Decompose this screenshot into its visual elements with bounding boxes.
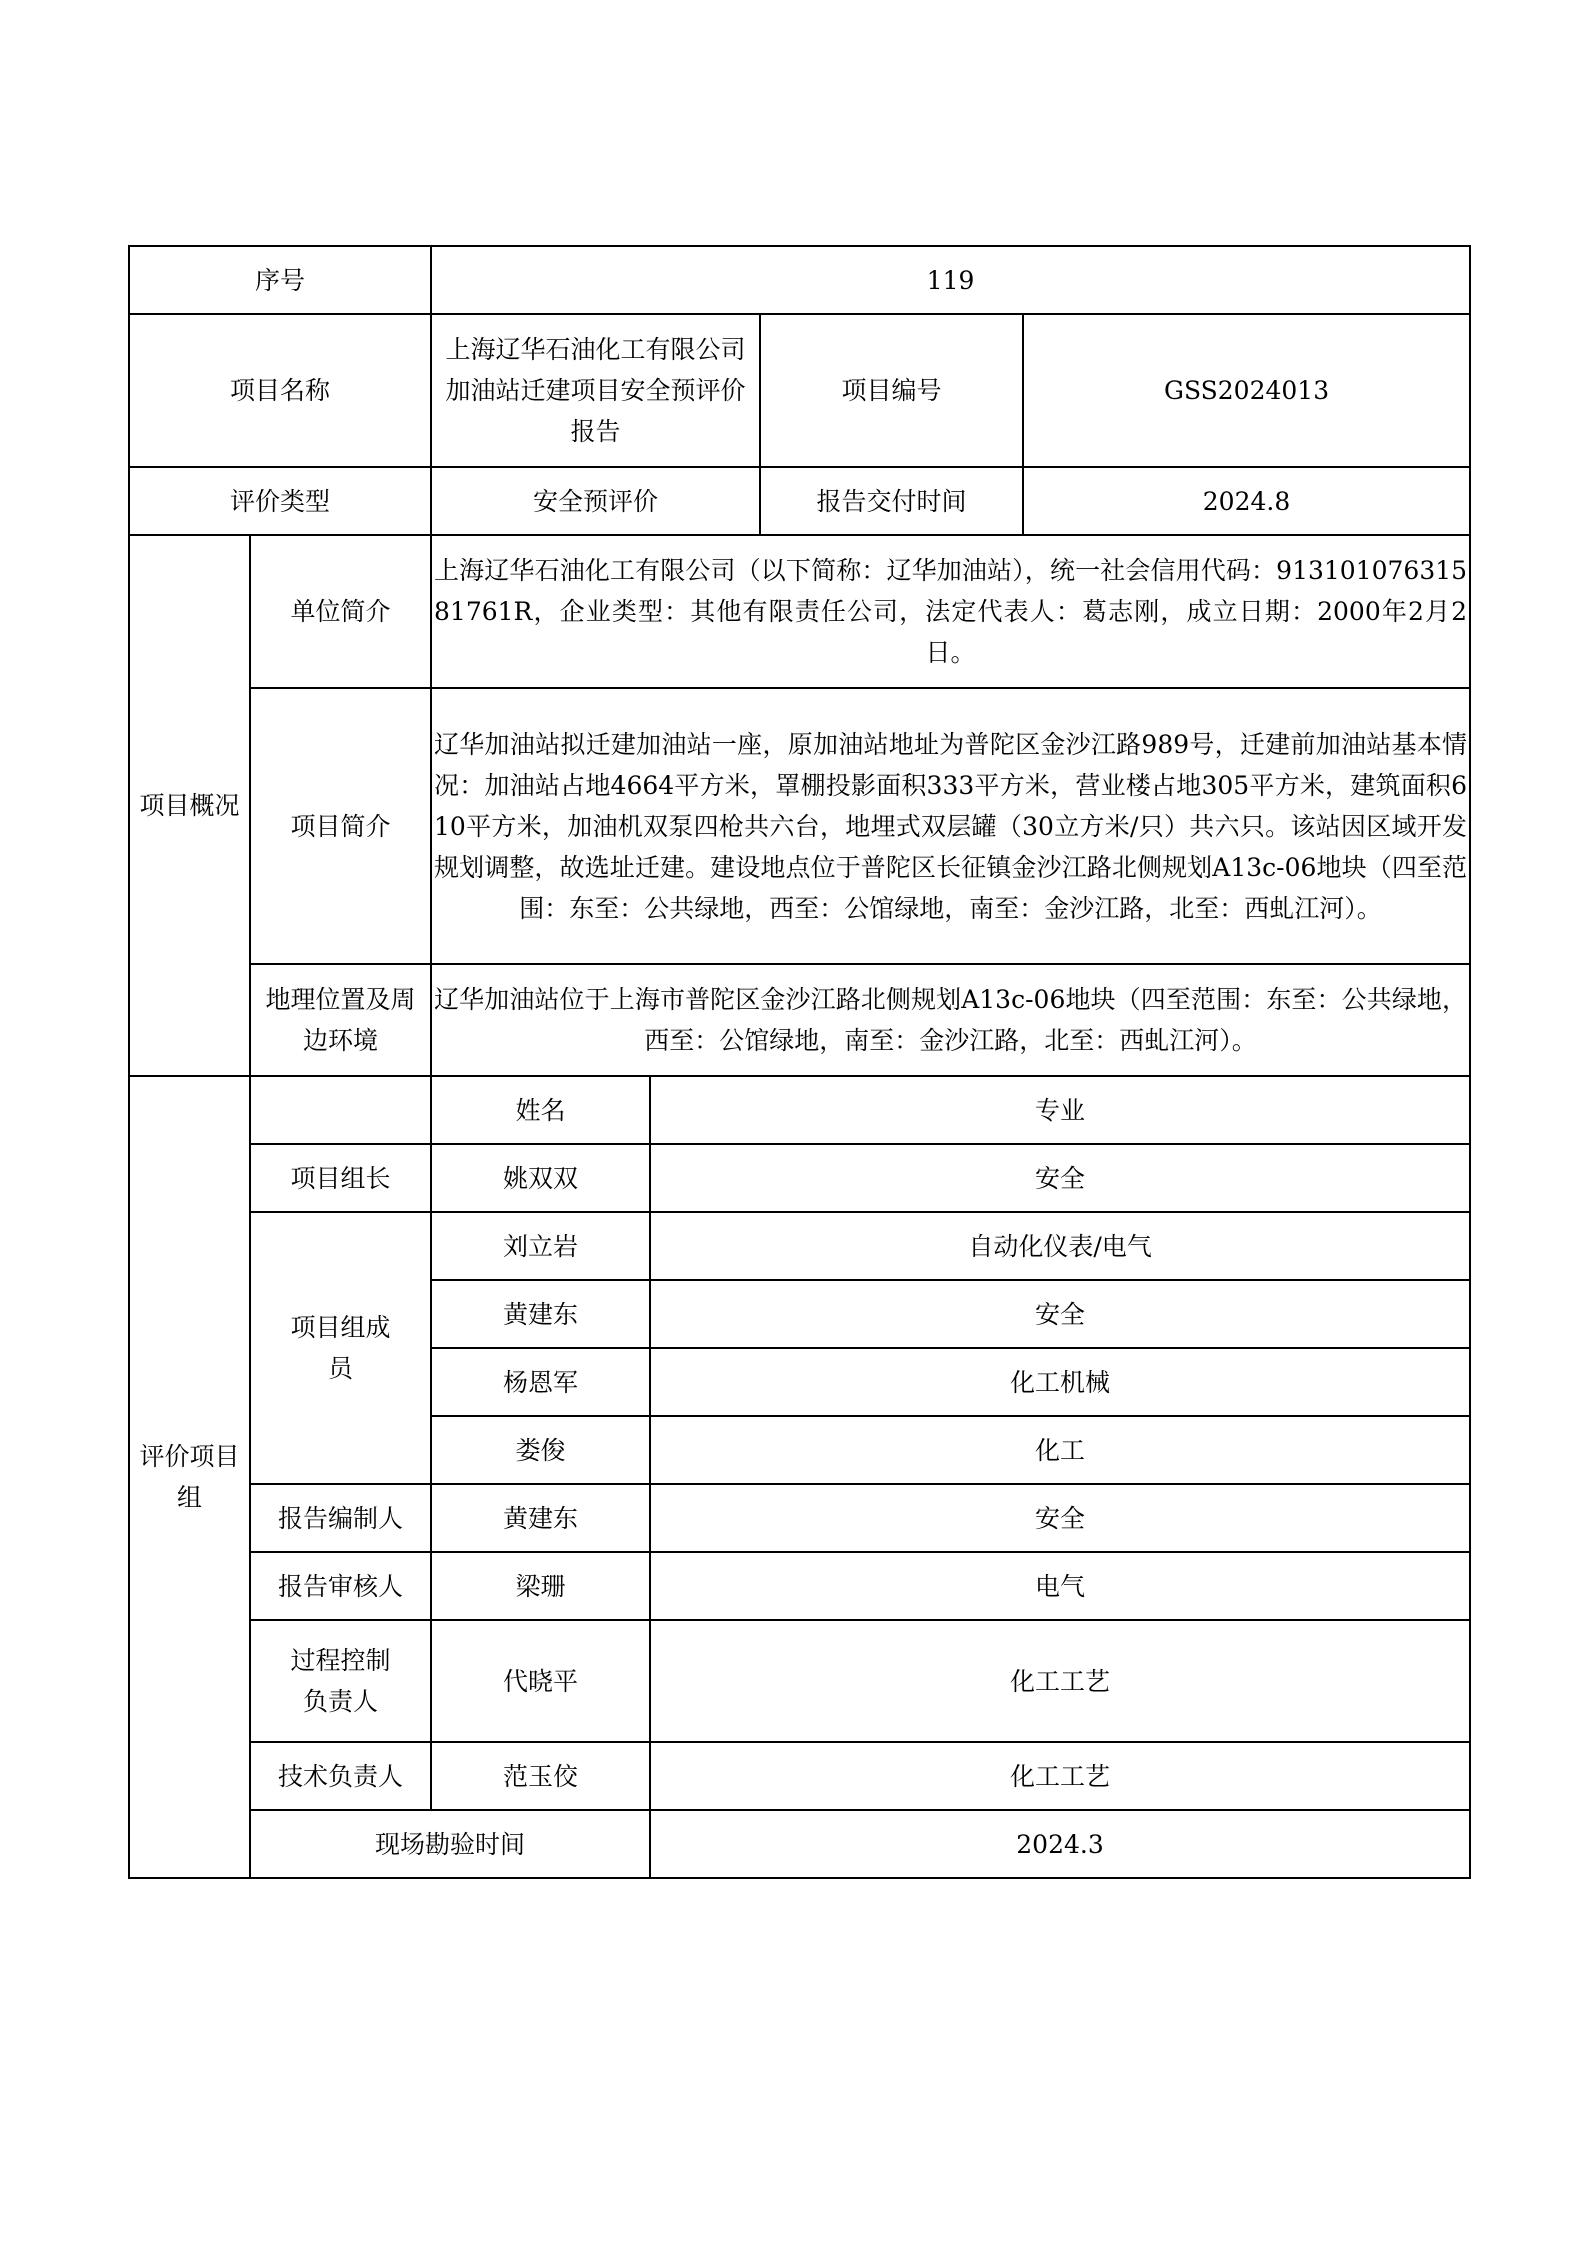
team-header-major: 专业 <box>650 1076 1470 1144</box>
member-major: 化工 <box>650 1416 1470 1484</box>
project-intro-label: 项目简介 <box>250 688 431 964</box>
reviewer-label: 报告审核人 <box>250 1552 431 1620</box>
delivery-time-label: 报告交付时间 <box>760 467 1023 535</box>
survey-time-value: 2024.3 <box>650 1810 1470 1878</box>
project-name-label: 项目名称 <box>129 314 431 467</box>
members-label <box>250 1212 431 1484</box>
row-project-name <box>129 314 1470 467</box>
project-intro-text <box>431 688 1470 964</box>
location-paragraph: 辽华加油站位于上海市普陀区金沙江路北侧规划A13c-06地块（四至范围：东至：公共绿地，西至：公馆绿地，南至：金沙江路，北至：西虬江河）。 <box>434 985 1468 1055</box>
survey-time-label: 现场勘验时间 <box>250 1810 650 1878</box>
process-control-major: 化工工艺 <box>650 1620 1470 1742</box>
row-process-control <box>129 1620 1470 1742</box>
eval-type-label: 评价类型 <box>129 467 431 535</box>
member-major: 自动化仪表/电气 <box>650 1212 1470 1280</box>
row-compiler <box>129 1484 1470 1552</box>
row-reviewer <box>129 1552 1470 1620</box>
project-intro-paragraph: 辽华加油站拟迁建加油站一座，原加油站地址为普陀区金沙江路989号，迁建前加油站基本情况：加油站占地4664平方米，罩棚投影面积333平方米，营业楼占地305平方米，建筑面积610平方米，加油机双泵四枪共六台，地埋式双层罐（30立方米/只）共六只。该站因区域开发规划调整，故选址迁建。建设地点位于普陀区长征镇金沙江路北侧规划A13c-06地块（四至范围：东至：公共绿地，西至：公馆绿地，南至：金沙江路，北至：西虬江河）。 <box>434 729 1468 923</box>
compiler-label: 报告编制人 <box>250 1484 431 1552</box>
seq-label: 序号 <box>129 246 431 314</box>
reviewer-name: 梁珊 <box>431 1552 650 1620</box>
tech-lead-label: 技术负责人 <box>250 1742 431 1810</box>
leader-name: 姚双双 <box>431 1144 650 1212</box>
project-name-value: 上海辽华石油化工有限公司加油站迁建项目安全预评价报告 <box>431 314 760 467</box>
team-header-blank <box>250 1076 431 1144</box>
team-group-label: 评价项目组 <box>129 1076 250 1878</box>
leader-label: 项目组长 <box>250 1144 431 1212</box>
row-location <box>129 964 1470 1076</box>
row-unit-intro <box>129 535 1470 688</box>
unit-intro-paragraph: 上海辽华石油化工有限公司（以下简称：辽华加油站），统一社会信用代码：91310107631581761R，企业类型：其他有限责任公司，法定代表人：葛志刚，成立日期：2000年2月2日。 <box>434 556 1468 667</box>
location-label: 地理位置及周边环境 <box>250 964 431 1076</box>
seq-value: 119 <box>431 246 1470 314</box>
leader-major: 安全 <box>650 1144 1470 1212</box>
row-team-member <box>129 1212 1470 1280</box>
member-name: 黄建东 <box>431 1280 650 1348</box>
member-major: 安全 <box>650 1280 1470 1348</box>
row-tech-lead <box>129 1742 1470 1810</box>
process-control-label-text: 过程控制负责人 <box>290 1646 391 1716</box>
row-eval-type <box>129 467 1470 535</box>
process-control-name: 代晓平 <box>431 1620 650 1742</box>
member-name: 娄俊 <box>431 1416 650 1484</box>
process-control-label <box>250 1620 431 1742</box>
project-no-label: 项目编号 <box>760 314 1023 467</box>
row-project-intro <box>129 688 1470 964</box>
row-team-header <box>129 1076 1470 1144</box>
unit-intro-text <box>431 535 1470 688</box>
unit-intro-label: 单位简介 <box>250 535 431 688</box>
member-name: 杨恩军 <box>431 1348 650 1416</box>
tech-lead-name: 范玉佼 <box>431 1742 650 1810</box>
member-name: 刘立岩 <box>431 1212 650 1280</box>
row-team-leader <box>129 1144 1470 1212</box>
member-major: 化工机械 <box>650 1348 1470 1416</box>
tech-lead-major: 化工工艺 <box>650 1742 1470 1810</box>
row-seq <box>129 246 1470 314</box>
compiler-major: 安全 <box>650 1484 1470 1552</box>
project-info-table <box>128 245 1471 1879</box>
location-text <box>431 964 1470 1076</box>
project-no-value: GSS2024013 <box>1023 314 1470 467</box>
delivery-time-value: 2024.8 <box>1023 467 1470 535</box>
team-header-name: 姓名 <box>431 1076 650 1144</box>
members-label-text: 项目组成员 <box>290 1313 391 1383</box>
row-survey-time <box>129 1810 1470 1878</box>
overview-group-label: 项目概况 <box>129 535 250 1076</box>
compiler-name: 黄建东 <box>431 1484 650 1552</box>
eval-type-value: 安全预评价 <box>431 467 760 535</box>
reviewer-major: 电气 <box>650 1552 1470 1620</box>
